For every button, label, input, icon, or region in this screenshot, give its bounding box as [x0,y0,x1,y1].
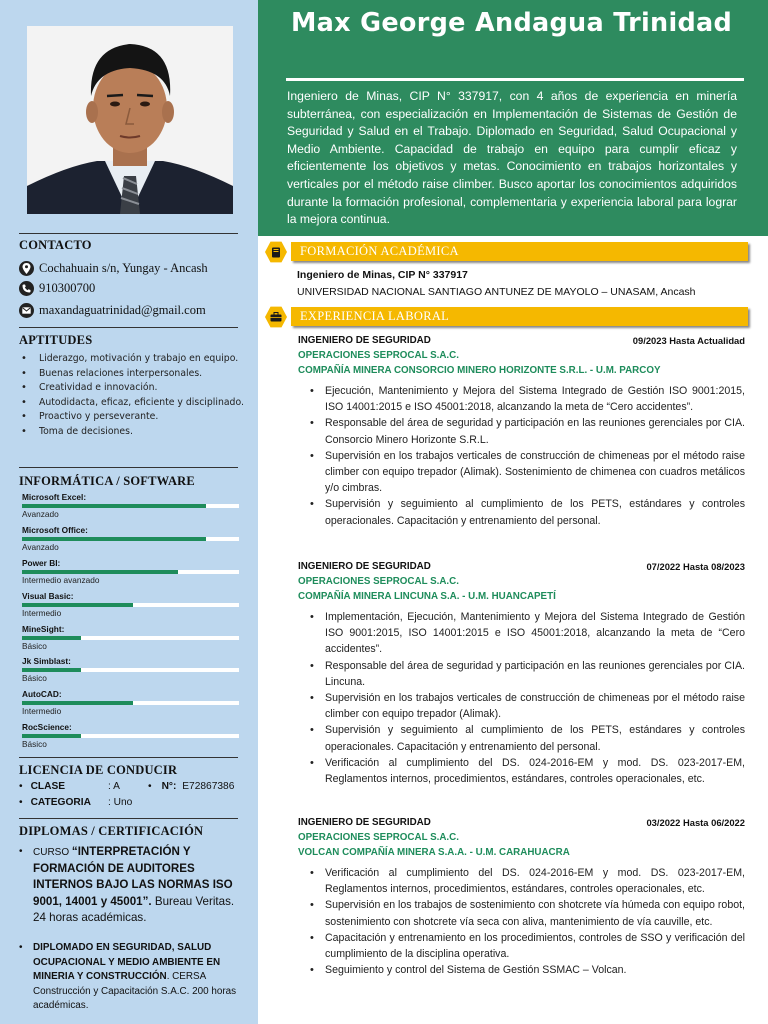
job-entry [298,334,745,529]
divider [19,233,238,234]
job-role-title: INGENIERO DE SEGURIDAD [298,817,431,828]
divider [19,327,238,328]
contact-phone [19,279,95,297]
header [258,0,768,236]
education-banner-title: FORMACIÓN ACADÉMICA [300,244,459,258]
skill-item: • Liderazgo, motivación y trabajo en equipo. [19,352,244,367]
contact-title: CONTACTO [19,238,92,252]
education-banner [291,242,748,261]
software-level-bar [22,668,239,672]
divider [19,757,238,758]
profile-photo [27,26,233,214]
location-icon [19,261,34,276]
software-level-bar [22,636,239,640]
software-level-bar [22,603,239,607]
software-level-fill [22,537,206,541]
job-entry [298,560,745,787]
software-name: Visual Basic: [22,591,74,601]
software-name: Microsoft Excel: [22,492,87,502]
job-role [298,334,745,348]
job-duty: • Supervisión y seguimiento al cumplimiento de los PETS, estándares y controles operacionales. Capacitación y entrenamiento del personal. [325,722,745,754]
diplomas-title: DIPLOMAS / CERTIFICACIÓN [19,824,204,838]
software-skill [22,624,239,651]
software-level-fill [22,504,206,508]
software-level: Avanzado [22,509,59,519]
license-class-value: : A [108,781,120,792]
software-level: Básico [22,673,47,683]
job-duty: • Supervisión en los trabajos de sostenimiento con shotcrete vía húmeda con equipo robot, sostenimiento con shotcrete vía seca con aliva, mantenimiento de vía cauville, etc. [325,897,745,929]
job-duties [298,865,745,978]
job-role [298,816,745,830]
software-level-bar [22,701,239,705]
software-title: INFORMÁTICA / SOFTWARE [19,474,195,488]
software-skill [22,492,239,519]
diploma-detail: . CERSA Construcción y Capacitación S.A.C. 200 horas académicas. [33,971,237,1011]
candidate-name: Max George Andagua Trinidad [291,8,733,38]
job-employer: OPERACIONES SEPROCAL S.A.C. [298,576,459,587]
job-duty: • Verificación al cumplimiento del DS. 024-2016-EM y mod. DS. 023-2017-EM, Reglamentos internos, procedimientos, estándares, controles operacionales, etc. [325,865,745,897]
divider [19,467,238,468]
software-name: Microsoft Office: [22,525,88,535]
job-duty: • Ejecución, Mantenimiento y Mejora del Sistema Integrado de Gestión ISO 9001:2015, ISO 14001:2015 e ISO 45001:2018, alcanzando la meta de “Cero accidentes”. [325,383,745,415]
software-level: Intermedio [22,706,62,716]
job-duty: • Responsable del área de seguridad y participación en las reuniones gerenciales por CIA. Consorcio Minero Horizonte S.R.L. [325,415,745,447]
software-level-fill [22,636,81,640]
diploma-detail: Bureau Veritas. 24 horas académicas. [33,894,235,924]
job-duty: • Capacitación y entrenamiento en los procedimientos, controles de SSO y verificación del cumplimiento de la disciplina operativa. [325,930,745,962]
job-date: 07/2022 Hasta 08/2023 [646,561,745,572]
software-level: Básico [22,641,47,651]
job-client: COMPAÑÍA MINERA CONSORCIO MINERO HORIZONTE S.R.L. - U.M. PARCOY [298,364,661,376]
phone-icon [19,281,34,296]
job-duties [298,383,745,529]
job-employer: OPERACIONES SEPROCAL S.A.C. [298,832,459,843]
software-level-fill [22,734,81,738]
job-duty: • Supervisión en los trabajos verticales de construcción de chimeneas por el método raise climber con equipo trepador (Alimak). [325,690,745,722]
software-skill [22,722,239,749]
license-class: • CLASE : A [19,781,65,792]
diploma-item: • DIPLOMADO EN SEGURIDAD, SALUD OCUPACIONAL Y MEDIO AMBIENTE EN MINERIA Y CONSTRUCCIÓN. CERSA Construcción y Capacitación S.A.C. 200 horas académicas. [19,942,237,1011]
skill-item: • Creatividad e innovación. [19,381,244,396]
briefcase-icon [265,306,287,328]
software-level-bar [22,570,239,574]
diploma-title: DIPLOMADO EN SEGURIDAD, SALUD OCUPACIONAL Y MEDIO AMBIENTE EN MINERIA Y CONSTRUCCIÓN [33,942,221,982]
job-role-title: INGENIERO DE SEGURIDAD [298,561,431,572]
phone-text: 910300700 [39,280,96,295]
sidebar [0,0,258,1024]
education-degree: Ingeniero de Minas, CIP N° 337917 [297,269,468,281]
software-skill [22,656,239,683]
software-name: MineSight: [22,624,65,634]
job-duty: • Supervisión y seguimiento al cumplimiento de los PETS, estándares y controles operacionales. Capacitación y entrenamiento del personal. [325,496,745,528]
job-client: VOLCAN COMPAÑÍA MINERA S.A.A. - U.M. CARAHUACRA [298,846,570,858]
job-date: 09/2023 Hasta Actualidad [632,335,745,346]
job-duties [298,609,745,787]
book-icon [265,241,287,263]
diploma-title: “INTERPRETACIÓN Y FORMACIÓN DE AUDITORES INTERNOS BAJO LAS NORMAS ISO 9001, 14001 y 45001”. [33,845,233,908]
software-skill [22,689,239,716]
job-duty: • Seguimiento y control del Sistema de Gestión SSMAC – Volcan. [325,962,745,978]
job-date: 03/2022 Hasta 06/2022 [646,817,745,828]
software-name: RocScience: [22,722,72,732]
skill-item: • Proactivo y perseverante. [19,410,244,425]
job-employer: OPERACIONES SEPROCAL S.A.C. [298,350,459,361]
experience-banner-title: EXPERIENCIA LABORAL [300,309,450,323]
software-skill [22,591,239,618]
job-duty: • Responsable del área de seguridad y participación en las reuniones gerenciales por CIA. Lincuna. [325,658,745,690]
license-number-value: E72867386 [182,781,235,792]
email-icon [19,303,34,318]
name-divider [286,78,744,81]
skills-list [19,352,244,439]
software-skill [22,558,239,585]
software-level: Básico [22,739,47,749]
skills-title: APTITUDES [19,333,93,347]
contact-email[interactable] [19,301,206,319]
software-level-bar [22,504,239,508]
software-level: Intermedio avanzado [22,575,100,585]
skill-item: • Autodidacta, eficaz, eficiente y disciplinado. [19,396,244,411]
software-name: Jk Simblast: [22,656,71,666]
job-duty: • Verificación al cumplimiento del DS. 024-2016-EM y mod. DS. 023-2017-EM, Reglamentos internos, procedimientos, estándares, controles operacionales, etc. [325,755,745,787]
divider [19,818,238,819]
experience-banner [291,307,748,326]
software-skill [22,525,239,552]
software-level-fill [22,603,133,607]
diploma-item: • CURSO “INTERPRETACIÓN Y FORMACIÓN DE AUDITORES INTERNOS BAJO LAS NORMAS ISO 9001, 14001 y 45001”. Bureau Veritas. 24 horas académicas. [19,845,235,924]
job-entry [298,816,745,978]
skill-item: • Buenas relaciones interpersonales. [19,367,244,382]
job-client: COMPAÑÍA MINERA LINCUNA S.A. - U.M. HUANCAPETÍ [298,590,556,602]
contact-address [19,259,208,277]
education-institution: UNIVERSIDAD NACIONAL SANTIAGO ANTUNEZ DE MAYOLO – UNASAM, Ancash [297,286,696,298]
license-number-label: N°: [161,781,177,792]
software-level: Avanzado [22,542,59,552]
license-category-label: CATEGORIA [30,797,91,808]
job-role-title: INGENIERO DE SEGURIDAD [298,335,431,346]
skill-item: • Toma de decisiones. [19,425,244,440]
license-class-label: CLASE [30,781,66,792]
email-text[interactable]: maxandaguatrinidad@gmail.com [39,302,206,317]
license-title: LICENCIA DE CONDUCIR [19,763,178,777]
license-category: • CATEGORIA : Uno [19,797,91,808]
job-duty: • Supervisión en los trabajos verticales de construcción de chimeneas por el método raise climber con equipo trepador (Alimak). Sostenimiento de chimenea con cuadros metálicos y/o cimbras. [325,448,745,497]
address-text: Cochahuain s/n, Yungay - Ancash [39,260,208,275]
software-level: Intermedio [22,608,62,618]
profile-summary: Ingeniero de Minas, CIP N° 337917, con 4 años de experiencia en minería subterránea, con especialización en Implementación de Sistemas de Gestión de Seguridad y Salud en el Trabajo. Diplomado en Seguridad, Salud Ocupacional y Medio Ambiente. Capacidad de trabajo en equipo para cumplir eficaz y eficientemente los objetivos y metas. Conocimiento en trabajos horizontales y verticales por el método raise climber. Busco aportar los conocimientos adquiridos durante la formación profesional, complementaria y experiencia laboral para lograr la mejora continua. [287,89,737,227]
software-level-fill [22,668,81,672]
software-level-bar [22,537,239,541]
software-level-fill [22,701,133,705]
software-name: Power BI: [22,558,61,568]
software-level-bar [22,734,239,738]
job-role [298,560,745,574]
software-name: AutoCAD: [22,689,62,699]
license-category-value: : Uno [108,797,133,808]
job-duty: • Implementación, Ejecución, Mantenimiento y Mejora del Sistema Integrado de Gestión ISO 9001:2015, ISO 14001:2015 e ISO 45001:2018, alcanzando la meta de “Cero accidentes”. [325,609,745,658]
diploma-prefix: CURSO [33,847,72,858]
software-level-fill [22,570,178,574]
license-number: • N°: E72867386 [148,781,235,792]
